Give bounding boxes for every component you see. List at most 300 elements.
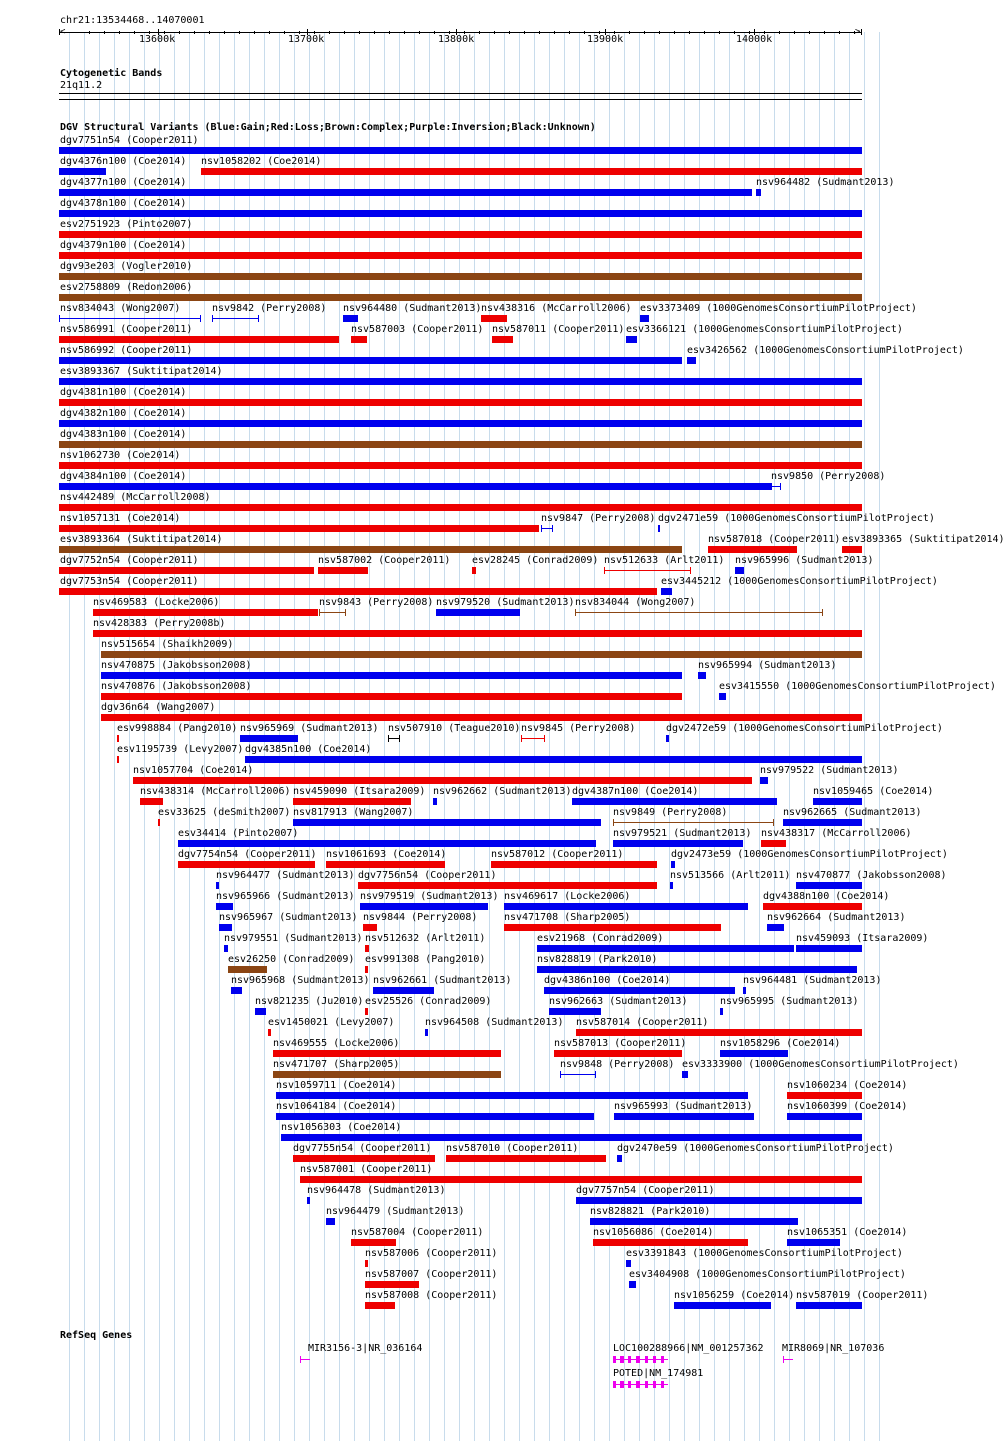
feature-label-nsv828821[interactable]: nsv828821 (Park2010) — [590, 1206, 711, 1217]
feature-label-nsv587003[interactable]: nsv587003 (Cooper2011) — [351, 324, 484, 335]
feature-bar-dgv93e203[interactable] — [59, 273, 862, 280]
feature-bar-esv2751923[interactable] — [59, 231, 862, 238]
feature-label-dgv93e203[interactable]: dgv93e203 (Vogler2010) — [60, 261, 193, 272]
gene-poted-exon[interactable] — [661, 1381, 664, 1388]
feature-label-dgv7751n54[interactable]: dgv7751n54 (Cooper2011) — [60, 135, 199, 146]
feature-bar-nsv587013[interactable] — [554, 1050, 682, 1057]
feature-bar-dgv4383n100[interactable] — [59, 441, 862, 448]
feature-label-nsv1060399[interactable]: nsv1060399 (Coe2014) — [787, 1101, 908, 1112]
feature-bar-nsv1060399[interactable] — [787, 1113, 862, 1120]
feature-bar-nsv587019[interactable] — [796, 1302, 862, 1309]
feature-bar-esv998884[interactable] — [117, 735, 119, 742]
feature-bar-dgv2471e59[interactable] — [658, 525, 660, 532]
feature-bar-nsv1056303[interactable] — [281, 1134, 862, 1141]
feature-bar-dgv7752n54[interactable] — [59, 567, 314, 574]
feature-bar-nsv587002[interactable] — [318, 567, 368, 574]
feature-label-nsv587002[interactable]: nsv587002 (Cooper2011) — [318, 555, 451, 566]
feature-label-nsv962661[interactable]: nsv962661 (Sudmant2013) — [373, 975, 512, 986]
feature-label-nsv1062730[interactable]: nsv1062730 (Coe2014) — [60, 450, 181, 461]
feature-bar-nsv587012[interactable] — [491, 861, 657, 868]
feature-bar-esv3893364[interactable] — [59, 546, 682, 553]
feature-label-esv3415550[interactable]: esv3415550 (1000GenomesConsortiumPilotProject) — [719, 681, 996, 692]
gene-poted-exon[interactable] — [645, 1381, 648, 1388]
feature-bar-dgv36n64[interactable] — [101, 714, 862, 721]
feature-bar-nsv962664[interactable] — [767, 924, 784, 931]
feature-span-cap — [399, 735, 400, 742]
feature-bar-nsv586991[interactable] — [59, 336, 339, 343]
feature-label-nsv834044[interactable]: nsv834044 (Wong2007) — [575, 597, 696, 608]
feature-label-esv28245[interactable]: esv28245 (Conrad2009) — [472, 555, 599, 566]
feature-bar-nsv471708[interactable] — [504, 924, 721, 931]
feature-bar-nsv1064184[interactable] — [276, 1113, 594, 1120]
feature-label-dgv4384n100[interactable]: dgv4384n100 (Coe2014) — [60, 471, 187, 482]
feature-label-nsv587013[interactable]: nsv587013 (Cooper2011) — [554, 1038, 687, 1049]
cyto-band-label[interactable]: 21q11.2 — [60, 80, 103, 91]
feature-bar-nsv469617[interactable] — [504, 903, 748, 910]
feature-label-nsv965995[interactable]: nsv965995 (Sudmant2013) — [720, 996, 859, 1007]
feature-bar-dgv4378n100[interactable] — [59, 210, 862, 217]
feature-bar-nsv964480[interactable] — [343, 315, 358, 322]
feature-label-dgv4376n100[interactable]: dgv4376n100 (Coe2014) — [60, 156, 187, 167]
feature-label-esv2751923[interactable]: esv2751923 (Pinto2007) — [60, 219, 193, 230]
feature-span-nsv9848[interactable] — [560, 1074, 595, 1075]
feature-label-nsv587011[interactable]: nsv587011 (Cooper2011) — [492, 324, 625, 335]
feature-label-nsv587008[interactable]: nsv587008 (Cooper2011) — [365, 1290, 498, 1301]
feature-label-nsv1060234[interactable]: nsv1060234 (Coe2014) — [787, 1080, 908, 1091]
feature-bar-nsv965968[interactable] — [231, 987, 242, 994]
gene-loc100288966-exon[interactable] — [645, 1356, 648, 1363]
feature-label-nsv428383[interactable]: nsv428383 (Perry2008b) — [93, 618, 226, 629]
feature-label-nsv1061693[interactable]: nsv1061693 (Coe2014) — [326, 849, 447, 860]
gene-label-mir3156[interactable]: MIR3156-3|NR_036164 — [308, 1343, 423, 1354]
feature-label-nsv821235[interactable]: nsv821235 (Ju2010) — [255, 996, 364, 1007]
feature-label-nsv1065351[interactable]: nsv1065351 (Coe2014) — [787, 1227, 908, 1238]
feature-bar-nsv1057131[interactable] — [59, 525, 539, 532]
feature-bar-esv26250[interactable] — [228, 966, 267, 973]
feature-bar-nsv442489[interactable] — [59, 504, 862, 511]
feature-span-nsv834043[interactable] — [59, 318, 200, 319]
feature-span-nsv9843[interactable] — [319, 612, 345, 613]
feature-label-dgv4382n100[interactable]: dgv4382n100 (Coe2014) — [60, 408, 187, 419]
feature-label-nsv438316[interactable]: nsv438316 (McCarroll2006) — [481, 303, 632, 314]
feature-label-nsv9843[interactable]: nsv9843 (Perry2008) — [319, 597, 434, 608]
feature-bar-nsv1060234[interactable] — [787, 1092, 862, 1099]
feature-label-nsv964478[interactable]: nsv964478 (Sudmant2013) — [307, 1185, 446, 1196]
feature-label-nsv979520[interactable]: nsv979520 (Sudmant2013) — [436, 597, 575, 608]
feature-label-esv3893367[interactable]: esv3893367 (Suktitipat2014) — [60, 366, 223, 377]
feature-label-nsv587001[interactable]: nsv587001 (Cooper2011) — [300, 1164, 433, 1175]
feature-bar-nsv821235[interactable] — [255, 1008, 266, 1015]
feature-label-nsv964479[interactable]: nsv964479 (Sudmant2013) — [326, 1206, 465, 1217]
feature-label-nsv979521[interactable]: nsv979521 (Sudmant2013) — [613, 828, 752, 839]
gene-loc100288966-exon[interactable] — [620, 1356, 624, 1363]
feature-bar-nsv965967[interactable] — [219, 924, 232, 931]
feature-label-nsv1057131[interactable]: nsv1057131 (Coe2014) — [60, 513, 181, 524]
feature-bar-esv1195739[interactable] — [117, 756, 119, 763]
feature-label-nsv587018[interactable]: nsv587018 (Cooper2011) — [708, 534, 841, 545]
feature-label-nsv586991[interactable]: nsv586991 (Cooper2011) — [60, 324, 193, 335]
feature-label-dgv7757n54[interactable]: dgv7757n54 (Cooper2011) — [576, 1185, 715, 1196]
feature-bar-dgv4387n100[interactable] — [572, 798, 777, 805]
feature-label-nsv965966[interactable]: nsv965966 (Sudmant2013) — [216, 891, 355, 902]
feature-bar-esv1450021[interactable] — [268, 1029, 271, 1036]
feature-bar-nsv587018[interactable] — [708, 546, 797, 553]
feature-label-dgv2473e59[interactable]: dgv2473e59 (1000GenomesConsortiumPilotProject) — [671, 849, 948, 860]
feature-label-nsv9848[interactable]: nsv9848 (Perry2008) — [560, 1059, 675, 1070]
feature-label-esv2758809[interactable]: esv2758809 (Redon2006) — [60, 282, 193, 293]
feature-bar-nsv979522[interactable] — [760, 777, 768, 784]
feature-bar-nsv471707[interactable] — [273, 1071, 501, 1078]
feature-bar-nsv438316[interactable] — [481, 315, 507, 322]
feature-label-dgv7754n54[interactable]: dgv7754n54 (Cooper2011) — [178, 849, 317, 860]
feature-label-dgv4378n100[interactable]: dgv4378n100 (Coe2014) — [60, 198, 187, 209]
feature-bar-dgv4384n100[interactable] — [59, 483, 772, 490]
feature-bar-nsv470875[interactable] — [101, 672, 682, 679]
feature-bar-nsv964482[interactable] — [756, 189, 761, 196]
feature-bar-nsv587010[interactable] — [446, 1155, 606, 1162]
feature-label-esv26250[interactable]: esv26250 (Conrad2009) — [228, 954, 355, 965]
feature-bar-dgv4381n100[interactable] — [59, 399, 862, 406]
feature-label-dgv4381n100[interactable]: dgv4381n100 (Coe2014) — [60, 387, 187, 398]
feature-label-dgv4379n100[interactable]: dgv4379n100 (Coe2014) — [60, 240, 187, 251]
feature-label-esv3893365[interactable]: esv3893365 (Suktitipat2014) — [842, 534, 1005, 545]
feature-label-nsv438314[interactable]: nsv438314 (McCarroll2006) — [140, 786, 291, 797]
feature-bar-dgv4385n100[interactable] — [245, 756, 862, 763]
feature-label-nsv587019[interactable]: nsv587019 (Cooper2011) — [796, 1290, 929, 1301]
feature-label-esv1450021[interactable]: esv1450021 (Levy2007) — [268, 1017, 395, 1028]
feature-label-nsv469555[interactable]: nsv469555 (Locke2006) — [273, 1038, 400, 1049]
gene-mir8069-line[interactable] — [783, 1359, 793, 1360]
feature-bar-nsv964479[interactable] — [326, 1218, 335, 1225]
feature-label-nsv964508[interactable]: nsv964508 (Sudmant2013) — [425, 1017, 564, 1028]
gene-mir8069-exon[interactable] — [783, 1356, 784, 1363]
feature-bar-nsv512632[interactable] — [365, 945, 369, 952]
feature-label-dgv2472e59[interactable]: dgv2472e59 (1000GenomesConsortiumPilotProject) — [666, 723, 943, 734]
feature-bar-nsv817913[interactable] — [293, 819, 601, 826]
feature-bar-dgv7751n54[interactable] — [59, 147, 862, 154]
feature-label-nsv507910[interactable]: nsv507910 (Teague2010) — [388, 723, 521, 734]
feature-label-nsv470877[interactable]: nsv470877 (Jakobsson2008) — [796, 870, 947, 881]
feature-label-nsv469583[interactable]: nsv469583 (Locke2006) — [93, 597, 220, 608]
feature-label-nsv9847[interactable]: nsv9847 (Perry2008) — [541, 513, 656, 524]
feature-bar-nsv1057704[interactable] — [133, 777, 752, 784]
feature-label-nsv1056086[interactable]: nsv1056086 (Coe2014) — [593, 1227, 714, 1238]
feature-bar-nsv962661[interactable] — [373, 987, 434, 994]
feature-label-nsv1056259[interactable]: nsv1056259 (Coe2014) — [674, 1290, 795, 1301]
feature-bar-nsv587011[interactable] — [492, 336, 513, 343]
feature-bar-dgv4376n100[interactable] — [59, 168, 106, 175]
feature-bar-nsv1065351[interactable] — [787, 1239, 840, 1246]
feature-bar-esv28245[interactable] — [472, 567, 476, 574]
feature-bar-nsv587001[interactable] — [300, 1176, 862, 1183]
feature-label-esv21968[interactable]: esv21968 (Conrad2009) — [537, 933, 664, 944]
feature-bar-nsv965993[interactable] — [614, 1113, 754, 1120]
feature-label-esv34414[interactable]: esv34414 (Pinto2007) — [178, 828, 299, 839]
feature-label-nsv1059711[interactable]: nsv1059711 (Coe2014) — [276, 1080, 397, 1091]
feature-label-dgv7752n54[interactable]: dgv7752n54 (Cooper2011) — [60, 555, 199, 566]
feature-bar-nsv470877[interactable] — [796, 882, 862, 889]
feature-label-nsv1058202[interactable]: nsv1058202 (Coe2014) — [201, 156, 322, 167]
feature-label-nsv470876[interactable]: nsv470876 (Jakobsson2008) — [101, 681, 252, 692]
feature-bar-nsv964508[interactable] — [425, 1029, 428, 1036]
feature-label-nsv9849[interactable]: nsv9849 (Perry2008) — [613, 807, 728, 818]
feature-label-esv991308[interactable]: esv991308 (Pang2010) — [365, 954, 486, 965]
feature-label-nsv1064184[interactable]: nsv1064184 (Coe2014) — [276, 1101, 397, 1112]
feature-bar-esv2758809[interactable] — [59, 294, 862, 301]
feature-label-nsv587012[interactable]: nsv587012 (Cooper2011) — [491, 849, 624, 860]
feature-bar-nsv965969[interactable] — [240, 735, 298, 742]
feature-bar-nsv828819[interactable] — [537, 966, 857, 973]
feature-label-nsv979519[interactable]: nsv979519 (Sudmant2013) — [360, 891, 499, 902]
feature-label-dgv36n64[interactable]: dgv36n64 (Wang2007) — [101, 702, 216, 713]
feature-label-esv3893364[interactable]: esv3893364 (Suktitipat2014) — [60, 534, 223, 545]
feature-label-nsv438317[interactable]: nsv438317 (McCarroll2006) — [761, 828, 912, 839]
feature-bar-nsv964481[interactable] — [743, 987, 746, 994]
feature-label-nsv9842[interactable]: nsv9842 (Perry2008) — [212, 303, 327, 314]
gene-poted-exon[interactable] — [653, 1381, 656, 1388]
feature-label-nsv587004[interactable]: nsv587004 (Cooper2011) — [351, 1227, 484, 1238]
feature-bar-esv991308[interactable] — [365, 966, 368, 973]
feature-bar-nsv1062730[interactable] — [59, 462, 862, 469]
gene-poted-exon[interactable] — [620, 1381, 624, 1388]
feature-bar-nsv965995[interactable] — [720, 1008, 723, 1015]
feature-label-dgv4383n100[interactable]: dgv4383n100 (Coe2014) — [60, 429, 187, 440]
feature-label-nsv965968[interactable]: nsv965968 (Sudmant2013) — [231, 975, 370, 986]
feature-label-nsv817913[interactable]: nsv817913 (Wang2007) — [293, 807, 414, 818]
feature-bar-nsv979519[interactable] — [360, 903, 488, 910]
feature-bar-nsv1059465[interactable] — [813, 798, 862, 805]
feature-span-nsv9849[interactable] — [613, 822, 773, 823]
feature-label-esv3404908[interactable]: esv3404908 (1000GenomesConsortiumPilotProject) — [629, 1269, 906, 1280]
feature-label-nsv979522[interactable]: nsv979522 (Sudmant2013) — [760, 765, 899, 776]
feature-label-esv3333900[interactable]: esv3333900 (1000GenomesConsortiumPilotProject) — [682, 1059, 959, 1070]
feature-bar-nsv1058202[interactable] — [201, 168, 862, 175]
feature-label-nsv834043[interactable]: nsv834043 (Wong2007) — [60, 303, 181, 314]
feature-bar-esv3333900[interactable] — [682, 1071, 688, 1078]
gene-loc100288966-exon[interactable] — [653, 1356, 656, 1363]
feature-bar-nsv428383[interactable] — [93, 630, 862, 637]
feature-bar-nsv469583[interactable] — [93, 609, 318, 616]
feature-label-esv3391843[interactable]: esv3391843 (1000GenomesConsortiumPilotProject) — [626, 1248, 903, 1259]
feature-span-nsv834044[interactable] — [575, 612, 822, 613]
feature-bar-nsv1059711[interactable] — [276, 1092, 748, 1099]
feature-label-nsv469617[interactable]: nsv469617 (Locke2006) — [504, 891, 631, 902]
feature-bar-nsv965994[interactable] — [698, 672, 706, 679]
feature-span-nsv512633[interactable] — [604, 570, 690, 571]
feature-bar-nsv965996[interactable] — [735, 567, 744, 574]
feature-label-esv3445212[interactable]: esv3445212 (1000GenomesConsortiumPilotProject) — [661, 576, 938, 587]
feature-label-nsv964480[interactable]: nsv964480 (Sudmant2013) — [343, 303, 482, 314]
feature-label-nsv965969[interactable]: nsv965969 (Sudmant2013) — [240, 723, 379, 734]
feature-label-nsv828819[interactable]: nsv828819 (Park2010) — [537, 954, 658, 965]
feature-label-nsv1059465[interactable]: nsv1059465 (Coe2014) — [813, 786, 934, 797]
feature-bar-dgv2470e59[interactable] — [617, 1155, 622, 1162]
feature-bar-nsv979520[interactable] — [436, 609, 520, 616]
feature-label-nsv586992[interactable]: nsv586992 (Cooper2011) — [60, 345, 193, 356]
gene-label-poted[interactable]: POTED|NM_174981 — [613, 1368, 704, 1379]
feature-bar-nsv459090[interactable] — [293, 798, 411, 805]
feature-span-nsv9842[interactable] — [212, 318, 258, 319]
feature-bar-esv3445212[interactable] — [661, 588, 672, 595]
feature-bar-nsv469555[interactable] — [273, 1050, 501, 1057]
feature-bar-nsv513566[interactable] — [670, 882, 673, 889]
feature-label-nsv965994[interactable]: nsv965994 (Sudmant2013) — [698, 660, 837, 671]
gene-poted-exon[interactable] — [636, 1381, 640, 1388]
feature-label-nsv442489[interactable]: nsv442489 (McCarroll2008) — [60, 492, 211, 503]
gene-poted-exon[interactable] — [628, 1381, 631, 1388]
feature-label-nsv1057704[interactable]: nsv1057704 (Coe2014) — [133, 765, 254, 776]
feature-label-nsv470875[interactable]: nsv470875 (Jakobsson2008) — [101, 660, 252, 671]
feature-bar-dgv4382n100[interactable] — [59, 420, 862, 427]
feature-bar-nsv515654[interactable] — [101, 651, 862, 658]
feature-bar-nsv965966[interactable] — [216, 903, 233, 910]
feature-bar-nsv438314[interactable] — [140, 798, 163, 805]
feature-label-nsv9845[interactable]: nsv9845 (Perry2008) — [521, 723, 636, 734]
feature-bar-nsv587014[interactable] — [576, 1029, 862, 1036]
feature-span-nsv9847[interactable] — [541, 528, 552, 529]
feature-label-dgv7753n54[interactable]: dgv7753n54 (Cooper2011) — [60, 576, 199, 587]
feature-bar-esv33625[interactable] — [158, 819, 160, 826]
feature-label-dgv4386n100[interactable]: dgv4386n100 (Coe2014) — [544, 975, 671, 986]
gene-poted-exon[interactable] — [613, 1381, 616, 1388]
feature-label-esv25526[interactable]: esv25526 (Conrad2009) — [365, 996, 492, 1007]
feature-label-nsv513566[interactable]: nsv513566 (Arlt2011) — [670, 870, 791, 881]
gene-mir3156-exon[interactable] — [300, 1356, 301, 1363]
feature-bar-nsv964478[interactable] — [307, 1197, 310, 1204]
feature-bar-dgv7754n54[interactable] — [178, 861, 315, 868]
feature-label-nsv962665[interactable]: nsv962665 (Sudmant2013) — [783, 807, 922, 818]
feature-bar-esv3426562[interactable] — [687, 357, 696, 364]
feature-bar-dgv4379n100[interactable] — [59, 252, 862, 259]
feature-label-nsv964477[interactable]: nsv964477 (Sudmant2013) — [216, 870, 355, 881]
feature-label-nsv1056303[interactable]: nsv1056303 (Coe2014) — [281, 1122, 402, 1133]
feature-label-dgv4377n100[interactable]: dgv4377n100 (Coe2014) — [60, 177, 187, 188]
feature-label-esv3373409[interactable]: esv3373409 (1000GenomesConsortiumPilotProject) — [640, 303, 917, 314]
feature-span-nsv507910[interactable] — [388, 738, 399, 739]
feature-bar-nsv828821[interactable] — [590, 1218, 798, 1225]
feature-label-esv33625[interactable]: esv33625 (deSmith2007) — [158, 807, 291, 818]
feature-label-nsv1058296[interactable]: nsv1058296 (Coe2014) — [720, 1038, 841, 1049]
feature-label-esv1195739[interactable]: esv1195739 (Levy2007) — [117, 744, 244, 755]
feature-span-nsv9845[interactable] — [521, 738, 544, 739]
feature-label-nsv9844[interactable]: nsv9844 (Perry2008) — [363, 912, 478, 923]
feature-bar-nsv586992[interactable] — [59, 357, 682, 364]
feature-label-nsv964481[interactable]: nsv964481 (Sudmant2013) — [743, 975, 882, 986]
feature-label-dgv7755n54[interactable]: dgv7755n54 (Cooper2011) — [293, 1143, 432, 1154]
gene-mir3156-line[interactable] — [300, 1359, 310, 1360]
feature-label-dgv2471e59[interactable]: dgv2471e59 (1000GenomesConsortiumPilotProject) — [658, 513, 935, 524]
feature-bar-nsv587004[interactable] — [351, 1239, 396, 1246]
gene-label-loc100288966[interactable]: LOC100288966|NM_001257362 — [613, 1343, 764, 1354]
feature-label-nsv515654[interactable]: nsv515654 (Shaikh2009) — [101, 639, 234, 650]
feature-bar-dgv7755n54[interactable] — [293, 1155, 435, 1162]
feature-label-nsv964482[interactable]: nsv964482 (Sudmant2013) — [756, 177, 895, 188]
feature-bar-nsv979551[interactable] — [224, 945, 228, 952]
gene-loc100288966-exon[interactable] — [613, 1356, 616, 1363]
feature-label-dgv7756n54[interactable]: dgv7756n54 (Cooper2011) — [358, 870, 497, 881]
feature-label-dgv4385n100[interactable]: dgv4385n100 (Coe2014) — [245, 744, 372, 755]
feature-label-nsv459090[interactable]: nsv459090 (Itsara2009) — [293, 786, 426, 797]
feature-label-nsv587014[interactable]: nsv587014 (Cooper2011) — [576, 1017, 709, 1028]
feature-label-nsv512632[interactable]: nsv512632 (Arlt2011) — [365, 933, 486, 944]
feature-bar-nsv1058296[interactable] — [720, 1050, 788, 1057]
feature-bar-nsv962662[interactable] — [433, 798, 437, 805]
feature-bar-dgv2472e59[interactable] — [666, 735, 669, 742]
feature-label-esv998884[interactable]: esv998884 (Pang2010) — [117, 723, 238, 734]
feature-bar-nsv1056086[interactable] — [593, 1239, 748, 1246]
feature-bar-dgv2473e59[interactable] — [671, 861, 675, 868]
feature-label-dgv4387n100[interactable]: dgv4387n100 (Coe2014) — [572, 786, 699, 797]
feature-label-esv3426562[interactable]: esv3426562 (1000GenomesConsortiumPilotProject) — [687, 345, 964, 356]
feature-bar-nsv1056259[interactable] — [674, 1302, 771, 1309]
feature-bar-esv34414[interactable] — [178, 840, 596, 847]
feature-bar-nsv459093[interactable] — [796, 945, 862, 952]
feature-label-nsv965993[interactable]: nsv965993 (Sudmant2013) — [614, 1101, 753, 1112]
feature-bar-dgv4388n100[interactable] — [763, 903, 862, 910]
feature-label-dgv2470e59[interactable]: dgv2470e59 (1000GenomesConsortiumPilotProject) — [617, 1143, 894, 1154]
feature-bar-dgv4377n100[interactable] — [59, 189, 752, 196]
feature-label-nsv471707[interactable]: nsv471707 (Sharp2005) — [273, 1059, 400, 1070]
feature-label-esv3366121[interactable]: esv3366121 (1000GenomesConsortiumPilotProject) — [626, 324, 903, 335]
feature-bar-nsv587003[interactable] — [351, 336, 367, 343]
feature-bar-nsv964477[interactable] — [216, 882, 219, 889]
feature-label-nsv979551[interactable]: nsv979551 (Sudmant2013) — [224, 933, 363, 944]
feature-bar-esv3404908[interactable] — [629, 1281, 636, 1288]
feature-label-nsv962664[interactable]: nsv962664 (Sudmant2013) — [767, 912, 906, 923]
feature-bar-dgv7756n54[interactable] — [358, 882, 657, 889]
feature-bar-esv25526[interactable] — [365, 1008, 368, 1015]
feature-bar-nsv587008[interactable] — [365, 1302, 395, 1309]
feature-bar-nsv438317[interactable] — [761, 840, 786, 847]
feature-bar-nsv979521[interactable] — [613, 840, 743, 847]
feature-label-nsv962662[interactable]: nsv962662 (Sudmant2013) — [433, 786, 572, 797]
feature-label-dgv4388n100[interactable]: dgv4388n100 (Coe2014) — [763, 891, 890, 902]
gene-loc100288966-exon[interactable] — [628, 1356, 631, 1363]
feature-bar-esv3373409[interactable] — [640, 315, 649, 322]
feature-bar-esv3893367[interactable] — [59, 378, 862, 385]
gene-label-mir8069[interactable]: MIR8069|NR_107036 — [782, 1343, 885, 1354]
feature-label-nsv587006[interactable]: nsv587006 (Cooper2011) — [365, 1248, 498, 1259]
feature-span-nsv9850[interactable] — [771, 486, 780, 487]
feature-bar-nsv962665[interactable] — [783, 819, 862, 826]
gene-loc100288966-exon[interactable] — [636, 1356, 640, 1363]
feature-bar-nsv470876[interactable] — [101, 693, 682, 700]
feature-label-nsv965996[interactable]: nsv965996 (Sudmant2013) — [735, 555, 874, 566]
feature-label-nsv587010[interactable]: nsv587010 (Cooper2011) — [446, 1143, 579, 1154]
feature-bar-nsv1061693[interactable] — [326, 861, 445, 868]
feature-label-nsv965967[interactable]: nsv965967 (Sudmant2013) — [219, 912, 358, 923]
feature-bar-esv3415550[interactable] — [719, 693, 726, 700]
feature-bar-nsv587007[interactable] — [365, 1281, 419, 1288]
feature-label-nsv471708[interactable]: nsv471708 (Sharp2005) — [504, 912, 631, 923]
feature-bar-esv3391843[interactable] — [626, 1260, 631, 1267]
feature-label-nsv512633[interactable]: nsv512633 (Arlt2011) — [604, 555, 725, 566]
feature-bar-nsv587006[interactable] — [365, 1260, 368, 1267]
feature-bar-dgv7757n54[interactable] — [576, 1197, 862, 1204]
feature-label-nsv459093[interactable]: nsv459093 (Itsara2009) — [796, 933, 929, 944]
feature-label-nsv587007[interactable]: nsv587007 (Cooper2011) — [365, 1269, 498, 1280]
gene-loc100288966-exon[interactable] — [661, 1356, 664, 1363]
feature-bar-dgv4386n100[interactable] — [544, 987, 735, 994]
feature-bar-esv3366121[interactable] — [626, 336, 637, 343]
feature-bar-nsv962663[interactable] — [549, 1008, 601, 1015]
feature-label-nsv9850[interactable]: nsv9850 (Perry2008) — [771, 471, 886, 482]
feature-bar-nsv9844[interactable] — [363, 924, 377, 931]
feature-bar-dgv7753n54[interactable] — [59, 588, 657, 595]
feature-label-nsv962663[interactable]: nsv962663 (Sudmant2013) — [549, 996, 688, 1007]
feature-bar-esv21968[interactable] — [537, 945, 794, 952]
feature-bar-esv3893365[interactable] — [842, 546, 862, 553]
